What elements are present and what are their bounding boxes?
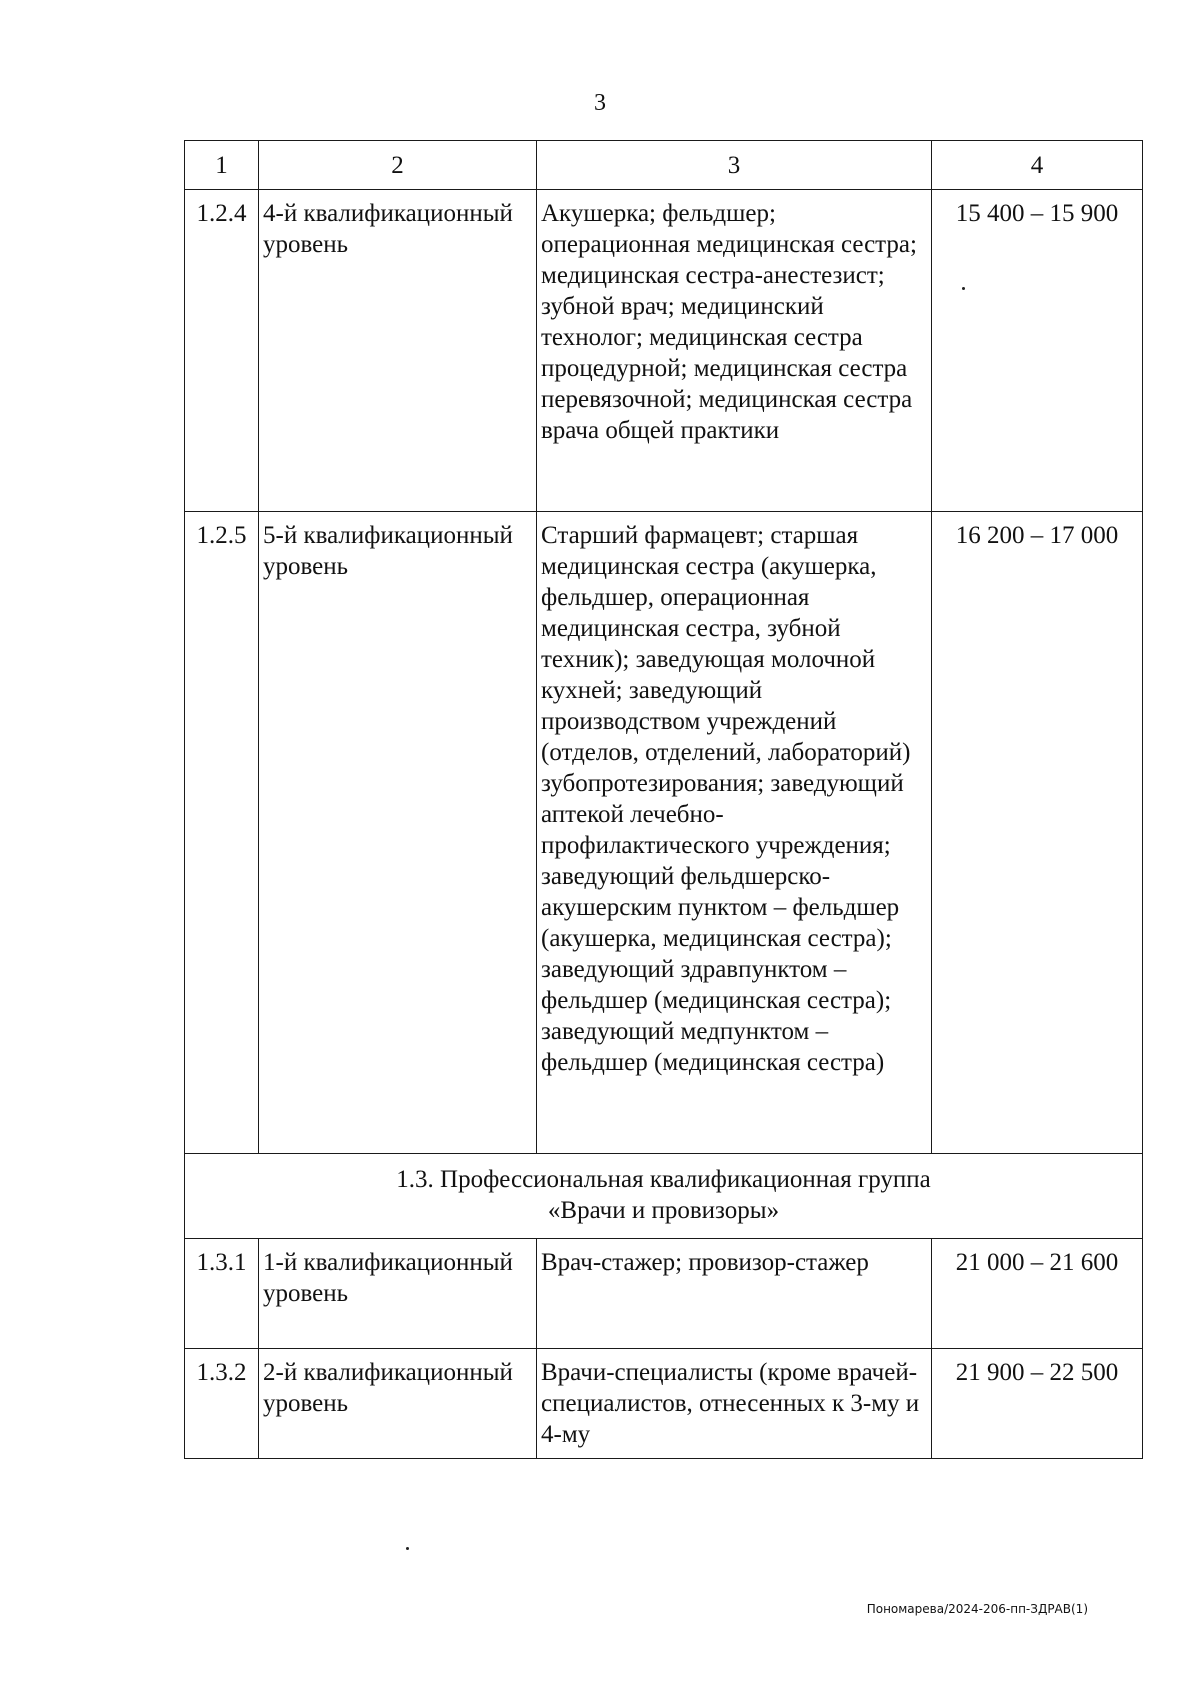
positions-list: Врач-стажер; провизор-стажер xyxy=(537,1239,932,1349)
salary-range: 15 400 – 15 900 xyxy=(932,190,1143,512)
salary-range: 21 000 – 21 600 xyxy=(932,1239,1143,1349)
table-header-row xyxy=(185,141,1143,190)
positions-list: Акушерка; фельдшер; операционная медицинская сестра; медицинская сестра-анестезист; зубной врач; медицинский технолог; медицинская сестра процедурной; медицинская сестра перевязочной; медицинская сестра врача общей практики xyxy=(537,190,932,512)
group-heading-line: 1.3. Профессиональная квалификационная группа xyxy=(396,1166,931,1193)
table-row xyxy=(185,1349,1143,1459)
group-heading-row xyxy=(185,1154,1143,1239)
table-row xyxy=(185,190,1143,512)
qualification-level: 2-й квалификационный уровень xyxy=(259,1349,537,1459)
column-header: 4 xyxy=(932,141,1143,190)
qualification-level: 4-й квалификационный уровень xyxy=(259,190,537,512)
qualification-level: 5-й квалификационный уровень xyxy=(259,512,537,1154)
column-header: 1 xyxy=(185,141,259,190)
positions-list: Врачи-специалисты (кроме врачей-специалистов, отнесенных к 3-му и 4-му xyxy=(537,1349,932,1459)
row-number: 1.3.1 xyxy=(185,1239,259,1349)
row-number: 1.2.5 xyxy=(185,512,259,1154)
column-header: 3 xyxy=(537,141,932,190)
group-heading xyxy=(185,1154,1143,1239)
salary-range: 16 200 – 17 000 xyxy=(932,512,1143,1154)
salary-table xyxy=(184,140,1143,1459)
page-number: 3 xyxy=(594,90,606,116)
table-row xyxy=(185,1239,1143,1349)
row-number: 1.3.2 xyxy=(185,1349,259,1459)
salary-range: 21 900 – 22 500 xyxy=(932,1349,1143,1459)
qualification-level: 1-й квалификационный уровень xyxy=(259,1239,537,1349)
scan-speck xyxy=(962,287,965,290)
group-heading-line: «Врачи и провизоры» xyxy=(547,1197,780,1224)
positions-list: Старший фармацевт; старшая медицинская сестра (акушерка, фельдшер, операционная медицинская сестра, зубной техник); заведующая молочной кухней; заведующий производством учреждений (отделов, отделений, лабораторий) зубопротезирования; заведующий аптекой лечебно-профилактического учреждения; заведующий фельдшерско-акушерским пунктом – фельдшер (акушерка, медицинская сестра); заведующий здравпунктом – фельдшер (медицинская сестра); заведующий медпунктом – фельдшер (медицинская сестра) xyxy=(537,512,932,1154)
column-header: 2 xyxy=(259,141,537,190)
scan-speck xyxy=(406,1547,409,1550)
document-footer: Пономарева/2024-206-пп-ЗДРАВ(1) xyxy=(866,1602,1088,1616)
row-number: 1.2.4 xyxy=(185,190,259,512)
table-row xyxy=(185,512,1143,1154)
